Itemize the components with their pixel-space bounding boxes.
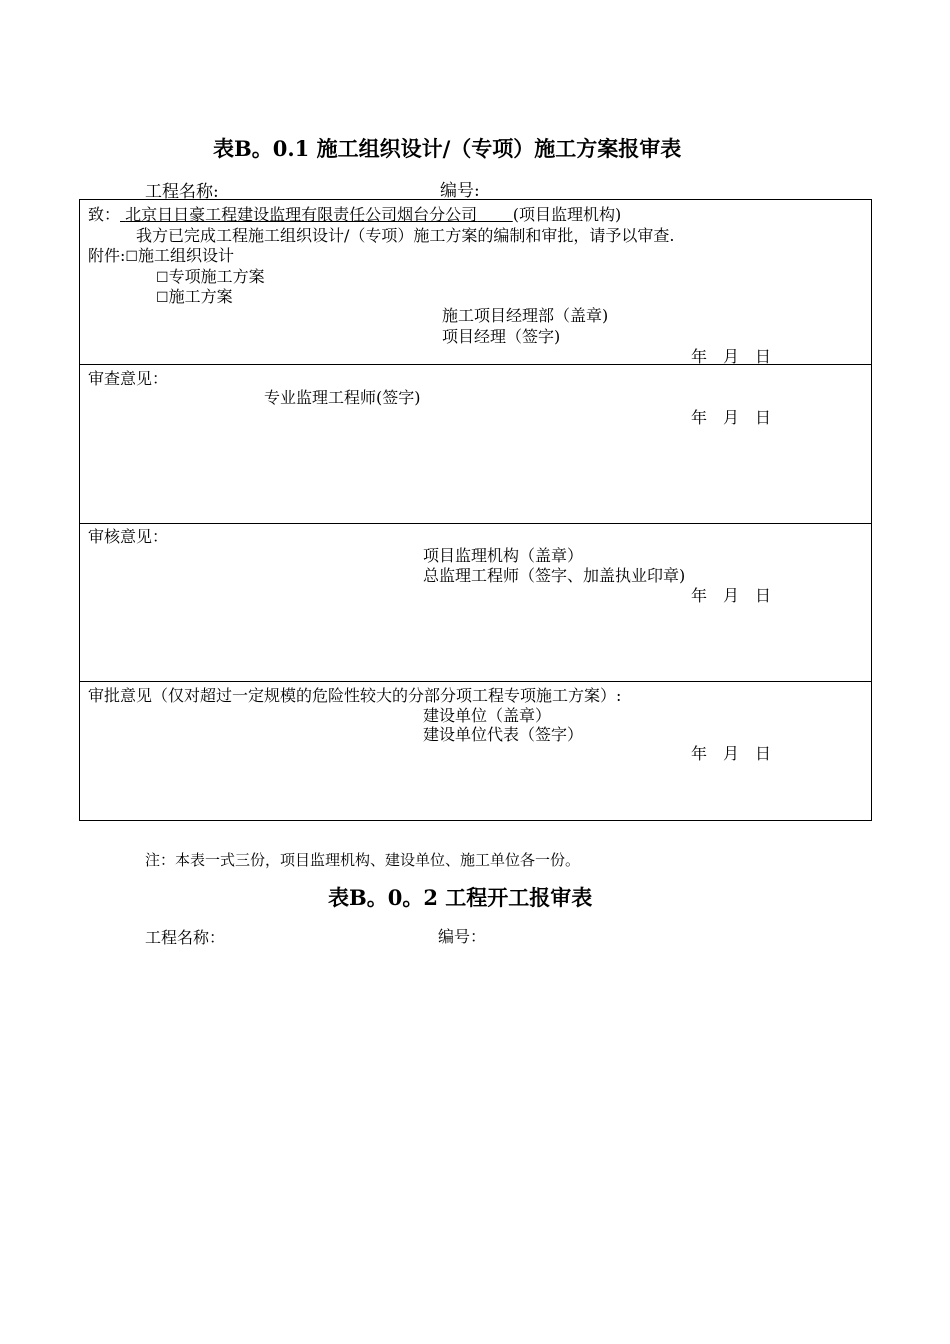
contractor-dept: 施工项目经理部（盖章) — [442, 306, 609, 325]
attachment-label: 附件: — [88, 246, 126, 265]
form2-title: 表B。0。2 工程开工报审表 — [328, 885, 593, 910]
row-divider-3 — [79, 681, 872, 682]
audit-label: 审核意见： — [88, 527, 169, 546]
form1-project-name-label: 工程名称: — [145, 182, 219, 202]
checkbox-icon[interactable]: ☐ — [156, 290, 169, 306]
review-label: 审查意见： — [88, 369, 169, 388]
row-divider-2 — [79, 523, 872, 524]
attachment-line-1 — [88, 243, 234, 266]
approval-unit: 建设单位（盖章） — [423, 706, 552, 725]
form1-number-label: 编号: — [440, 181, 480, 201]
project-manager: 项目经理（签字) — [442, 327, 561, 346]
to-label: 致： — [88, 205, 121, 224]
date-4: 年 月 日 — [691, 744, 772, 763]
attachment-line-3 — [156, 284, 233, 307]
form2-number-label: 编号： — [438, 927, 487, 946]
attachment-2: 专项施工方案 — [168, 267, 265, 286]
checkbox-icon[interactable]: ☐ — [156, 270, 169, 286]
date-3: 年 月 日 — [691, 586, 772, 605]
date-2: 年 月 日 — [691, 408, 772, 427]
audit-org: 项目监理机构（盖章） — [423, 546, 584, 565]
approval-rep: 建设单位代表（签字） — [423, 725, 584, 744]
approval-label: 审批意见（仅对超过一定规模的危险性较大的分部分项工程专项施工方案）: — [88, 686, 622, 705]
statement: 我方已完成工程施工组织设计/（专项）施工方案的编制和审批，请予以审查. — [136, 226, 675, 245]
attachment-1: 施工组织设计 — [137, 246, 234, 265]
review-engineer: 专业监理工程师(签字) — [264, 388, 421, 407]
to-line — [88, 202, 621, 225]
to-org: 北京日日豪工程建设监理有限责任公司烟台分公司 — [125, 205, 478, 224]
form2-project-name-label: 工程名称： — [145, 928, 226, 947]
form1-note: 注：本表一式三份，项目监理机构、建设单位、施工单位各一份。 — [145, 851, 581, 869]
form1-title: 表B。0.1 施工组织设计/（专项）施工方案报审表 — [213, 136, 682, 161]
to-org-suffix: (项目监理机构) — [512, 205, 622, 224]
attachment-3: 施工方案 — [168, 287, 233, 306]
date-1: 年 月 日 — [691, 347, 772, 366]
audit-chief: 总监理工程师（签字、加盖执业印章) — [423, 566, 686, 585]
checkbox-icon[interactable]: ☐ — [125, 249, 138, 265]
